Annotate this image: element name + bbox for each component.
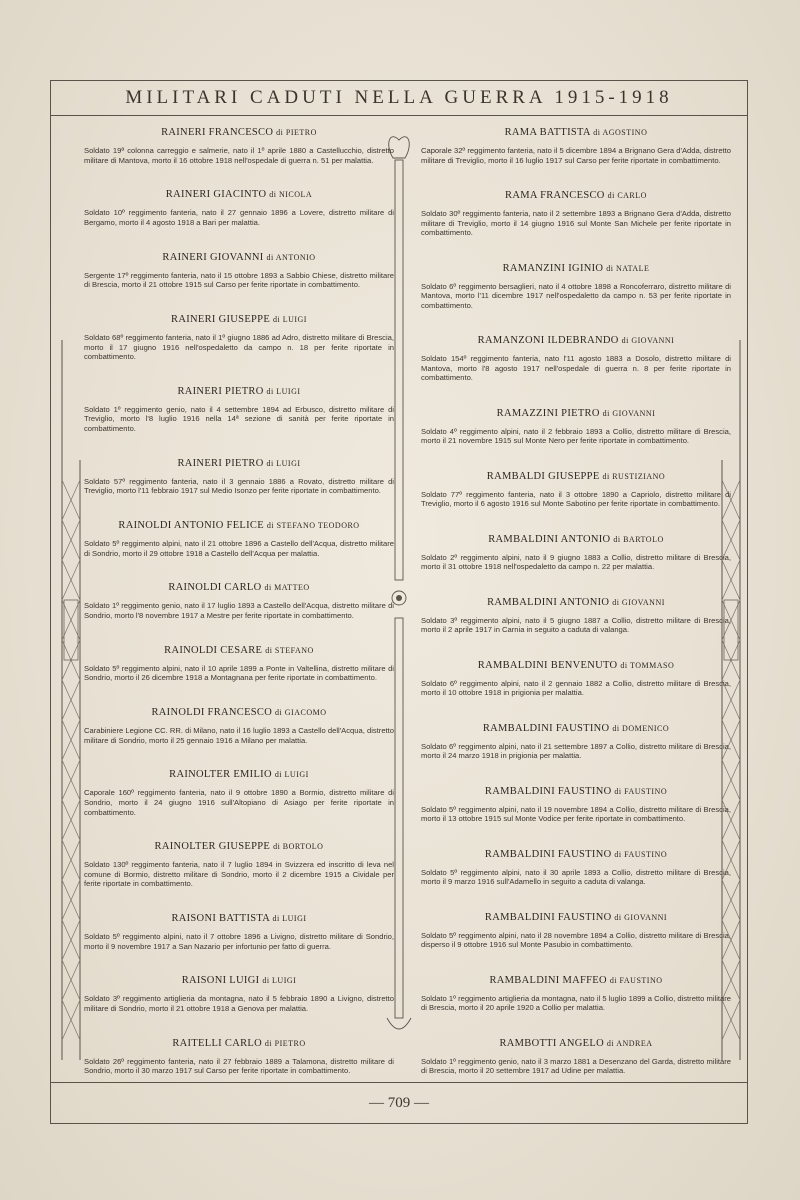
soldier-name: [84, 385, 394, 398]
right-column: [421, 126, 731, 1076]
soldier-name: [421, 533, 731, 546]
soldier-father: di AGOSTINO: [593, 128, 648, 137]
soldier-father: di TOMMASO: [620, 660, 675, 670]
soldier-name: [84, 313, 394, 326]
soldier-surname-given: RAMBALDINI FAUSTINO: [484, 911, 612, 923]
soldier-father: di FAUSTINO: [614, 849, 668, 859]
soldier-name: [84, 519, 394, 532]
soldier-description: Soldato 2º reggimento alpini, nato il 9 giugno 1883 a Collio, distretto militare di Brescia, morto il 31 ottobre 1918 nell'ospedaletto da campo n. 22 per malattia.: [421, 552, 731, 572]
soldier-name: [421, 189, 731, 202]
soldier-description: Soldato 130º reggimento fanteria, nato il 7 luglio 1894 in Svizzera ed inscritto di leva nel comune di Bormio, distretto militare di Sondrio, morto il 2 dicembre 1915 a Cividale per ferite riportate in combattimento.: [84, 860, 394, 889]
soldier-description: Soldato 77º reggimento fanteria, nato il 3 ottobre 1890 a Capriolo, distretto militare di Treviglio, morto il 6 agosto 1916 sul Monte Sabotino per ferite riportate in combattimento.: [421, 489, 731, 509]
soldier-entry: [84, 188, 394, 227]
soldier-surname-given: RAMA BATTISTA: [504, 127, 591, 138]
soldier-entry: [421, 848, 731, 887]
soldier-entry: [84, 385, 394, 434]
soldier-father: di GIOVANNI: [614, 912, 668, 922]
soldier-father: di LUIGI: [266, 458, 301, 468]
soldier-name: [421, 785, 731, 798]
soldier-father: di LUIGI: [262, 976, 297, 986]
soldier-name: [421, 407, 731, 420]
soldier-surname-given: RAMAZZINI PIETRO: [496, 407, 600, 419]
soldier-name: [421, 126, 731, 139]
soldier-entry: [84, 581, 394, 620]
soldier-name: [421, 262, 731, 275]
soldier-father: di PIETRO: [276, 128, 317, 137]
soldier-surname-given: RAINOLDI ANTONIO FELICE: [118, 520, 264, 532]
soldier-name: [84, 1037, 394, 1050]
soldier-name: [84, 974, 394, 987]
soldier-father: di LUIGI: [272, 914, 307, 924]
soldier-description: Soldato 19ª colonna carreggio e salmerie, nato il 1º aprile 1880 a Castellucchio, distretto militare di Mantova, morto il 16 ottobre 1918 nell'ospedale di guerra n. 51 per malattia.: [84, 146, 394, 165]
soldier-surname-given: RAINOLDI CARLO: [168, 582, 262, 594]
soldier-father: di NATALE: [606, 263, 650, 273]
soldier-description: Soldato 1º reggimento genio, nato il 17 luglio 1893 a Castello dell'Acqua, distretto militare di Sondrio, morto l'8 novembre 1917 a Mestre per ferite riportate in combattimento.: [84, 601, 394, 620]
soldier-surname-given: RAMBALDINI MAFFEO: [489, 974, 607, 986]
soldier-surname-given: RAINERI PIETRO: [177, 385, 264, 397]
soldier-father: di GIOVANNI: [602, 408, 656, 418]
soldier-surname-given: RAINOLTER GIUSEPPE: [154, 841, 271, 853]
soldier-description: Soldato 5º reggimento alpini, nato il 28 novembre 1894 a Collio, distretto militare di Brescia, disperso il 9 ottobre 1916 sul Monte Pasubio in combattimento.: [421, 930, 731, 950]
center-torch-pole: [393, 150, 405, 1030]
soldier-surname-given: RAINERI PIETRO: [177, 457, 264, 469]
soldier-entry: [421, 596, 731, 635]
soldier-surname-given: RAINERI GIACINTO: [165, 189, 267, 201]
soldier-name: [84, 768, 394, 781]
soldier-name: [421, 1037, 731, 1050]
soldier-name: [421, 974, 731, 987]
soldier-entry: [421, 407, 731, 446]
soldier-description: Soldato 30º reggimento fanteria, nato il 2 settembre 1893 a Brignano Gera d'Adda, distretto militare di Treviglio, morto il 14 giugno 1916 sul Monte San Michele per ferite riportate in combattimento.: [421, 209, 731, 238]
soldier-father: di LUIGI: [274, 770, 309, 780]
soldier-description: Soldato 26º reggimento fanteria, nato il 27 febbraio 1889 a Talamona, distretto militare di Sondrio, morto il 30 marzo 1917 sul Carso per ferite riportate in combattimento.: [84, 1056, 394, 1076]
soldier-name: [421, 911, 731, 924]
soldier-entry: [84, 519, 394, 558]
soldier-entry: [84, 126, 394, 165]
soldier-description: Soldato 5º reggimento alpini, nato il 10 aprile 1899 a Ponte in Valtellina, distretto militare di Sondrio, morto il 26 dicembre 1918 a Montagnana per ferite riportate in combattimento.: [84, 663, 394, 683]
soldier-father: di DOMENICO: [612, 723, 670, 733]
soldier-entry: [421, 189, 731, 238]
soldier-name: [84, 912, 394, 925]
soldier-name: [84, 251, 394, 264]
soldier-description: Caporale 160º reggimento fanteria, nato il 9 ottobre 1890 a Bormio, distretto militare di Sondrio, morto il 24 giugno 1916 sull'Altopiano di Asiago per ferite riportate in combattimento.: [84, 788, 394, 817]
soldier-entry: [421, 126, 731, 165]
soldier-name: [84, 126, 394, 139]
soldier-entry: [84, 840, 394, 889]
soldier-father: di NICOLA: [269, 190, 313, 200]
soldier-father: di GIACOMO: [275, 708, 327, 717]
soldier-entry: [421, 262, 731, 311]
soldier-name: [421, 470, 731, 483]
soldier-entry: [421, 1037, 731, 1076]
soldier-description: Soldato 3º reggimento artiglieria da montagna, nato il 5 febbraio 1890 a Livigno, distretto militare di Sondrio, morto il 21 ottobre 1918 a Genova per malattia.: [84, 994, 394, 1014]
soldier-description: Soldato 10º reggimento fanteria, nato il 27 gennaio 1896 a Lovere, distretto militare di Bergamo, morto il 4 agosto 1918 a Bari per malattia.: [84, 208, 394, 227]
soldier-name: [421, 722, 731, 735]
soldier-name: [421, 334, 731, 347]
soldier-name: [84, 706, 394, 719]
soldier-surname-given: RAMBALDINI FAUSTINO: [482, 722, 610, 734]
soldier-description: Soldato 57º reggimento fanteria, nato il 3 gennaio 1886 a Rovato, distretto militare di Treviglio, morto l'11 febbraio 1917 sul Medio Isonzo per ferite riportate in combattimento.: [84, 476, 394, 496]
soldier-entry: [84, 1037, 394, 1076]
soldier-father: di CARLO: [607, 191, 647, 200]
soldier-name: [421, 848, 731, 861]
soldier-father: di MATTEO: [264, 583, 310, 593]
soldier-father: di RUSTIZIANO: [602, 471, 666, 481]
soldier-father: di ANDREA: [606, 1038, 653, 1048]
soldier-name: [421, 659, 731, 672]
soldier-surname-given: RAMBALDINI ANTONIO: [488, 533, 611, 545]
soldier-description: Soldato 3º reggimento alpini, nato il 5 giugno 1887 a Collio, distretto militare di Brescia, morto il 2 aprile 1917 in Carnia in seguito a caduta di valanga.: [421, 615, 731, 635]
soldier-surname-given: RAINERI GIOVANNI: [162, 251, 264, 263]
soldier-description: Soldato 1º reggimento genio, nato il 4 settembre 1894 ad Erbusco, distretto militare di Treviglio, morto l'8 luglio 1916 nella 14ª sezione di sanità per ferite riportate in combattimento.: [84, 404, 394, 434]
soldier-father: di STEFANO TEODORO: [266, 521, 360, 531]
soldier-description: Soldato 6º reggimento alpini, nato il 21 settembre 1897 a Collio, distretto militare di Brescia, morto il 24 marzo 1918 in prigionia per malattia.: [421, 741, 731, 761]
soldier-name: [84, 644, 394, 657]
soldier-surname-given: RAITELLI CARLO: [172, 1037, 262, 1049]
soldier-description: Soldato 1º reggimento artiglieria da montagna, nato il 5 luglio 1899 a Collio, distretto militare di Brescia, morto il 20 aprile 1920 a Collio per malattia.: [421, 993, 731, 1013]
soldier-entry: [421, 659, 731, 698]
soldier-father: di BORTOLO: [273, 842, 324, 852]
soldier-surname-given: RAMBALDI GIUSEPPE: [486, 470, 600, 482]
soldier-surname-given: RAINERI FRANCESCO: [161, 127, 274, 138]
soldier-father: di FAUSTINO: [614, 786, 668, 796]
soldier-surname-given: RAMBALDINI ANTONIO: [487, 596, 610, 608]
soldier-name: [84, 457, 394, 470]
soldier-surname-given: RAINOLDI FRANCESCO: [151, 707, 273, 718]
soldier-description: Soldato 1º reggimento genio, nato il 3 marzo 1881 a Desenzano del Garda, distretto militare di Brescia, morto il 20 settembre 1917 ad Udine per malattia.: [421, 1056, 731, 1076]
soldier-description: Soldato 4º reggimento alpini, nato il 2 febbraio 1893 a Collio, distretto militare di Brescia, morto il 21 novembre 1915 sul Monte Nero per ferite riportate in combattimento.: [421, 426, 731, 446]
soldier-surname-given: RAMBALDINI FAUSTINO: [484, 848, 612, 860]
page-title: MILITARI CADUTI NELLA GUERRA 1915-1918: [125, 86, 673, 108]
soldier-name: [84, 188, 394, 201]
soldier-description: Sergente 17º reggimento fanteria, nato il 15 ottobre 1893 a Sabbio Chiese, distretto militare di Brescia, morto il 21 ottobre 1915 sul Carso per ferite riportate in combattimento.: [84, 270, 394, 290]
soldier-father: di BARTOLO: [613, 534, 664, 544]
left-flagpole-ornament: [56, 340, 86, 1060]
soldier-father: di LUIGI: [266, 386, 301, 396]
soldier-surname-given: RAINERI GIUSEPPE: [171, 313, 271, 325]
soldier-entry: [84, 644, 394, 683]
soldier-entry: [421, 974, 731, 1013]
soldier-father: di FAUSTINO: [609, 975, 663, 985]
soldier-surname-given: RAMBOTTI ANGELO: [499, 1037, 604, 1049]
soldier-entry: [84, 974, 394, 1013]
soldier-name: [421, 596, 731, 609]
soldier-father: di GIOVANNI: [621, 336, 675, 346]
soldier-description: Caporale 32º reggimento fanteria, nato il 5 dicembre 1894 a Brignano Gera d'Adda, distretto militare di Treviglio, morto il 16 luglio 1917 sul Carso per ferite riportate in combattimento.: [421, 146, 731, 165]
soldier-name: [84, 840, 394, 853]
soldier-name: [84, 581, 394, 594]
soldier-entry: [421, 334, 731, 383]
page-number: — 709 —: [369, 1095, 429, 1111]
soldier-description: Soldato 154º reggimento fanteria, nato l'11 agosto 1883 a Dosolo, distretto militare di Mantova, morto l'8 agosto 1917 nell'ospedale di guerra n. 8 per ferite riportate in combattimento.: [421, 354, 731, 383]
soldier-entry: [84, 251, 394, 290]
soldier-father: di LUIGI: [272, 314, 307, 324]
page-header: [50, 80, 748, 116]
soldier-description: Soldato 5º reggimento alpini, nato il 21 ottobre 1896 a Castello dell'Acqua, distretto militare di Sondrio, morto il 29 ottobre 1918 a Castello dell'Acqua per malattia.: [84, 539, 394, 558]
soldier-entry: [84, 706, 394, 745]
soldier-entry: [421, 470, 731, 509]
soldier-description: Soldato 68º reggimento fanteria, nato il 1º giugno 1886 ad Adro, distretto militare di Brescia, morto il 17 giugno 1916 nell'ospedaletto da campo n. 18 per ferite riportate in combattimento.: [84, 332, 394, 362]
soldier-surname-given: RAISONI BATTISTA: [171, 913, 270, 925]
soldier-entry: [421, 785, 731, 824]
soldier-surname-given: RAINOLTER EMILIO: [169, 769, 272, 781]
soldier-description: Soldato 5º reggimento alpini, nato il 7 ottobre 1896 a Livigno, distretto militare di Sondrio, morto il 9 novembre 1917 a San Nazario per infortunio per fatto di guerra.: [84, 932, 394, 951]
soldier-father: di PIETRO: [264, 1038, 306, 1048]
soldier-description: Soldato 6º reggimento alpini, nato il 2 gennaio 1882 a Collio, distretto militare di Brescia, morto il 10 ottobre 1918 in prigionia per malattia.: [421, 678, 731, 698]
soldier-surname-given: RAMANZONI ILDEBRANDO: [477, 335, 619, 347]
soldier-surname-given: RAMBALDINI FAUSTINO: [484, 785, 612, 797]
soldier-surname-given: RAMA FRANCESCO: [505, 190, 605, 201]
soldier-entry: [421, 722, 731, 761]
soldier-father: di GIOVANNI: [612, 597, 665, 607]
left-column: [84, 126, 394, 1076]
soldier-entry: [421, 533, 731, 572]
page-footer: [50, 1082, 748, 1124]
soldier-surname-given: RAISONI LUIGI: [181, 975, 260, 987]
soldier-surname-given: RAMANZINI IGINIO: [502, 262, 604, 274]
soldier-description: Carabiniere Legione CC. RR. di Milano, nato il 16 luglio 1893 a Castello dell'Acqua, distretto militare di Sondrio, morto il 25 gennaio 1916 a Milano per malattia.: [84, 726, 394, 745]
soldier-entry: [421, 911, 731, 950]
soldier-entry: [84, 768, 394, 817]
soldier-description: Soldato 5º reggimento alpini, nato il 30 aprile 1893 a Collio, distretto militare di Brescia, morto il 9 marzo 1916 sull'Adamello in seguito a caduta di valanga.: [421, 867, 731, 887]
soldier-father: di ANTONIO: [266, 252, 316, 262]
soldier-entry: [84, 313, 394, 362]
soldier-description: Soldato 5º reggimento alpini, nato il 19 novembre 1894 a Collio, distretto militare di Brescia, morto il 13 ottobre 1915 sul Monte Vodice per ferite riportate in combattimento.: [421, 804, 731, 824]
soldier-father: di STEFANO: [265, 645, 314, 655]
soldier-entry: [84, 457, 394, 496]
soldier-entry: [84, 912, 394, 951]
soldier-surname-given: RAINOLDI CESARE: [164, 644, 263, 656]
soldier-surname-given: RAMBALDINI BENVENUTO: [477, 659, 618, 671]
soldier-description: Soldato 6º reggimento bersaglieri, nato il 4 ottobre 1898 a Roncoferraro, distretto militare di Mantova, morto l'11 dicembre 1917 nell'ospedaletto da campo n. 53 per ferite riportate in combattimento.: [421, 281, 731, 310]
